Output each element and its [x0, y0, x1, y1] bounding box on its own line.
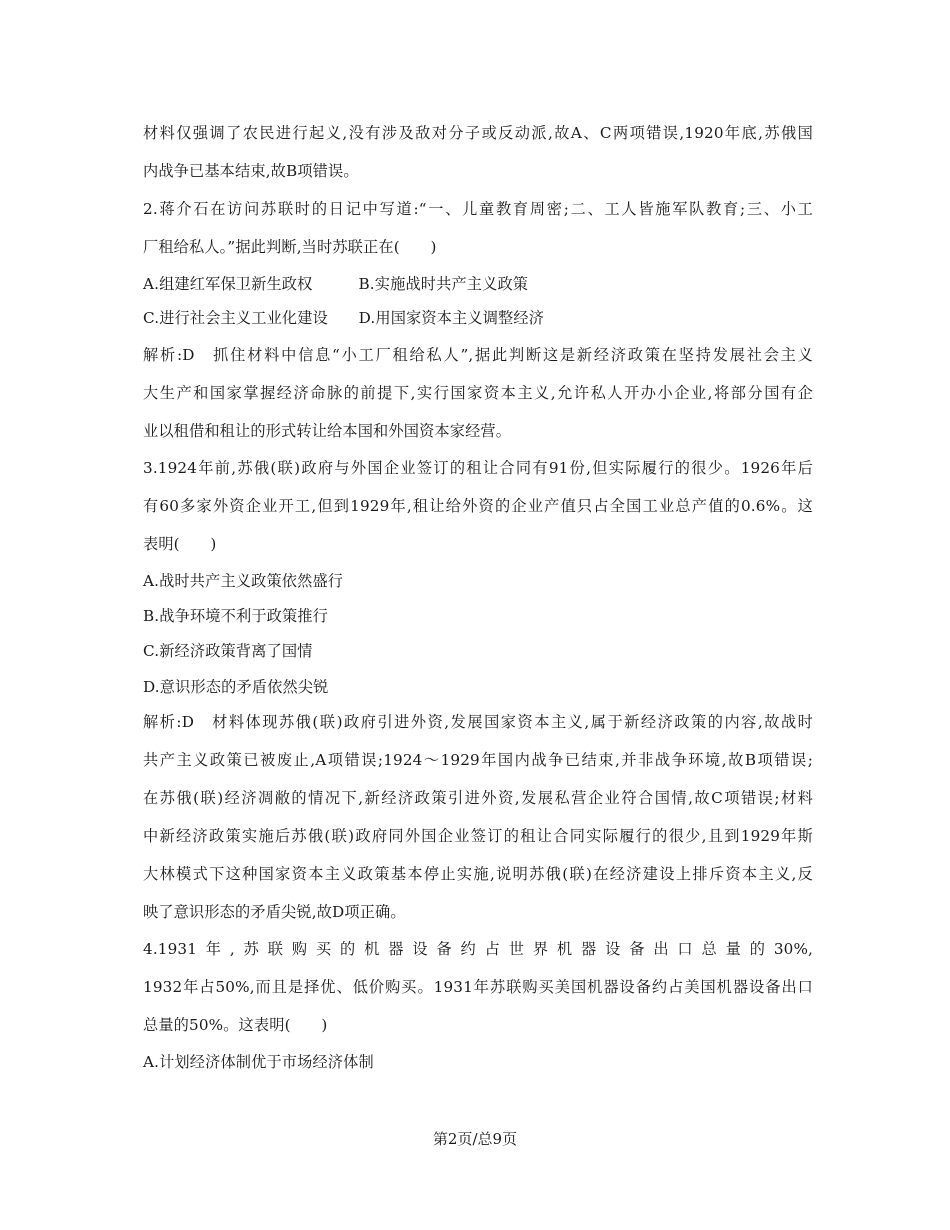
question-3-line: 3.1924年前,苏俄(联)政府与外国企业签订的租让合同有91份,但实际履行的很少。1926年后	[143, 459, 813, 477]
option-line: D.意识形态的矛盾依然尖锐	[143, 678, 329, 696]
analysis-line: 解析:D 抓住材料中信息“小工厂租给私人”,据此判断这是新经济政策在坚持发展社会主义	[143, 346, 813, 364]
text-line: 内战争已基本结束,故B项错误。	[143, 162, 359, 180]
page-footer: 第2页/总9页	[432, 1130, 518, 1148]
analysis-line: 中新经济政策实施后苏俄(联)政府同外国企业签订的租让合同实际履行的很少,且到1929年斯	[143, 827, 813, 845]
question-3-line: 表明( )	[143, 535, 217, 553]
text-line: 材料仅强调了农民进行起义,没有涉及敌对分子或反动派,故A、C两项错误,1920年底,苏俄国	[143, 124, 813, 142]
analysis-line: 共产主义政策已被废止,A项错误;1924～1929年国内战争已结束,并非战争环境,故B项错误;	[143, 751, 813, 769]
question-2-line: 2.蒋介石在访问苏联时的日记中写道:“一、儿童教育周密;二、工人皆施军队教育;三、小工	[143, 200, 813, 218]
analysis-line: 在苏俄(联)经济凋敝的情况下,新经济政策引进外资,发展私营企业符合国情,故C项错误;材料	[143, 789, 813, 807]
option-line: C.进行社会主义工业化建设 D.用国家资本主义调整经济	[143, 309, 545, 327]
analysis-line: 大林模式下这种国家资本主义政策基本停止实施,说明苏俄(联)在经济建设上排斥资本主义,反	[143, 865, 813, 883]
question-4-line: 4.1931年,苏联购买的机器设备约占世界机器设备出口总量的30%,	[143, 940, 813, 958]
analysis-line: 映了意识形态的矛盾尖锐,故D项正确。	[143, 903, 406, 921]
question-2-line: 厂租给私人。”据此判断,当时苏联正在( )	[143, 238, 437, 256]
option-line: C.新经济政策背离了国情	[143, 642, 313, 660]
option-line: A.组建红军保卫新生政权 B.实施战时共产主义政策	[143, 275, 529, 293]
option-line: A.战时共产主义政策依然盛行	[143, 572, 344, 590]
option-line: B.战争环境不利于政策推行	[143, 607, 329, 625]
question-3-line: 有60多家外资企业开工,但到1929年,租让给外资的企业产值只占全国工业总产值的0.6%。这	[143, 497, 813, 515]
analysis-line: 大生产和国家掌握经济命脉的前提下,实行国家资本主义,允许私人开办小企业,将部分国有企	[143, 384, 813, 402]
question-4-line: 总量的50%。这表明( )	[143, 1016, 328, 1034]
option-line: A.计划经济体制优于市场经济体制	[143, 1053, 374, 1071]
analysis-line: 业以租借和租让的形式转让给本国和外国资本家经营。	[143, 422, 512, 440]
question-4-line: 1932年占50%,而且是择优、低价购买。1931年苏联购买美国机器设备约占美国机器设备出口	[143, 978, 813, 996]
analysis-line: 解析:D 材料体现苏俄(联)政府引进外资,发展国家资本主义,属于新经济政策的内容,故战时	[143, 713, 813, 731]
